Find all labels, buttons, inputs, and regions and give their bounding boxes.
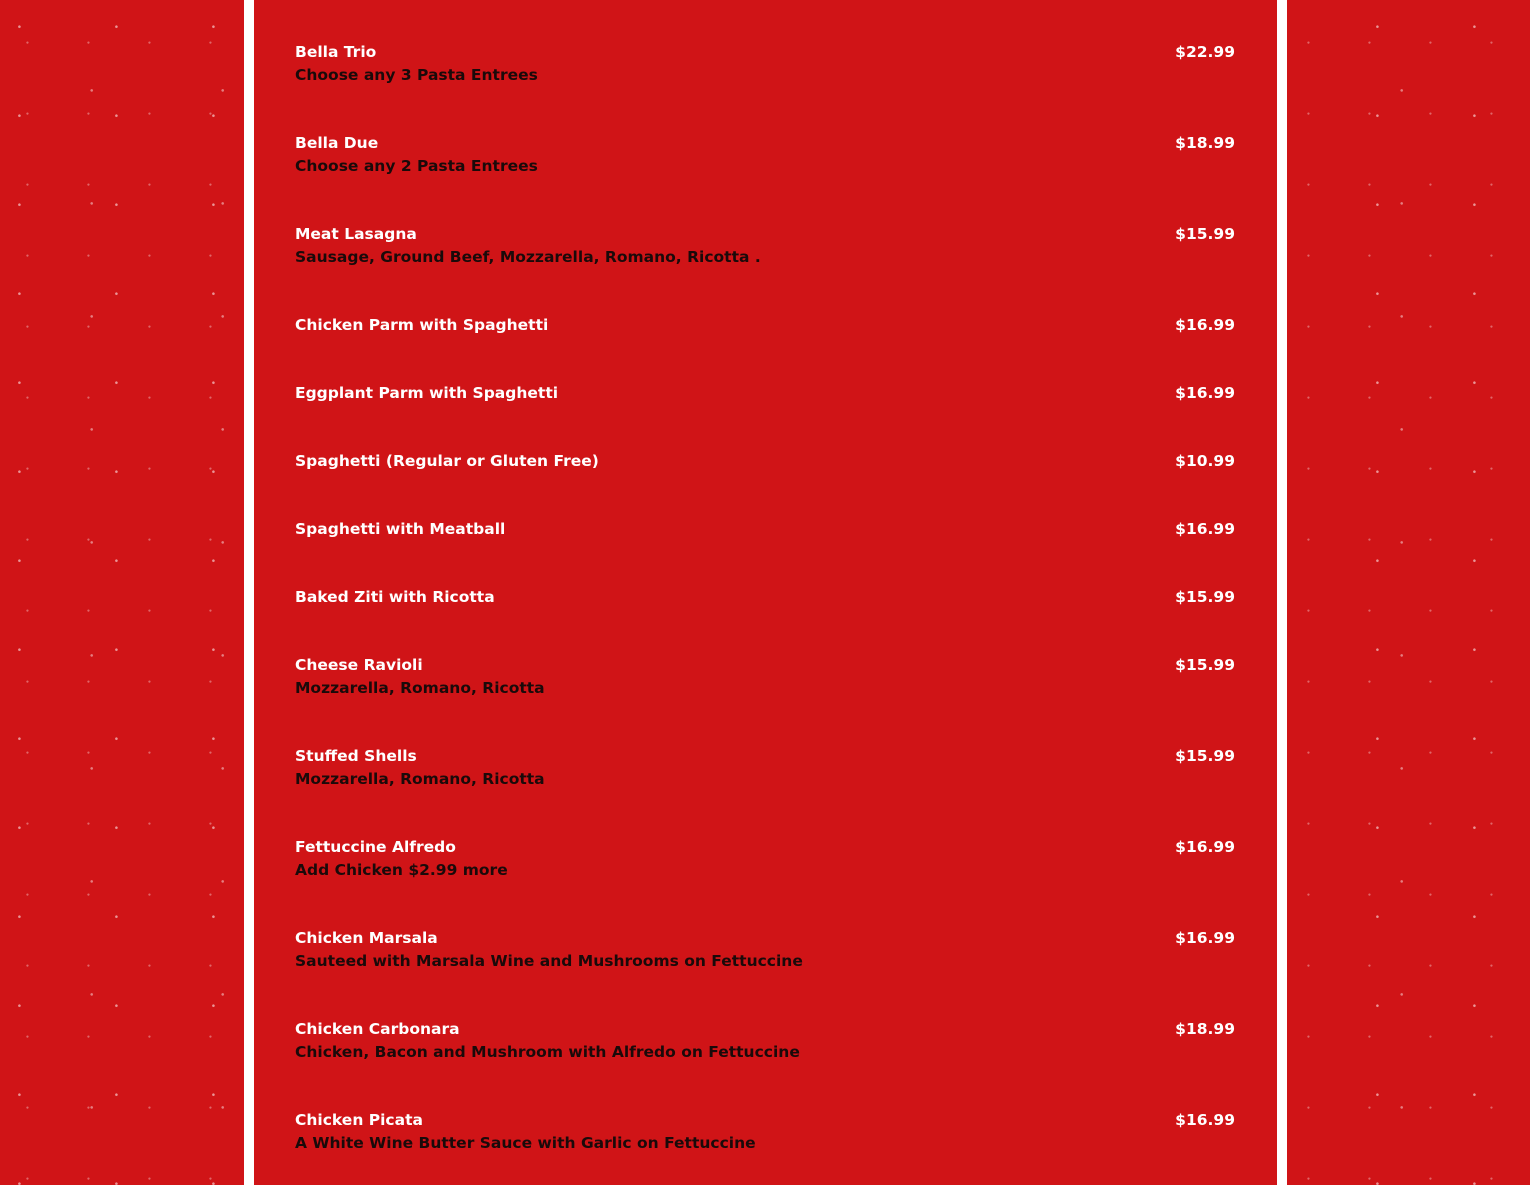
menu-item-name: Cheese Ravioli [295,656,423,674]
menu-item-name: Eggplant Parm with Spaghetti [295,384,559,402]
menu-item-description: Mozzarella, Romano, Ricotta [295,679,545,697]
menu-item-name: Spaghetti with Meatball [295,520,506,538]
menu-item [295,223,1235,269]
menu-item [295,1018,1235,1064]
menu-item-price: $15.99 [1175,656,1235,674]
menu-item-price: $16.99 [1175,520,1235,538]
menu-item [295,132,1235,178]
menu-item-description: Mozzarella, Romano, Ricotta [295,770,545,788]
menu-item [295,927,1235,973]
menu-item-name: Spaghetti (Regular or Gluten Free) [295,452,599,470]
menu-item-description: A White Wine Butter Sauce with Garlic on Fettuccine [295,1134,756,1152]
menu-item-name: Fettuccine Alfredo [295,838,456,856]
menu-item-description: Chicken, Bacon and Mushroom with Alfredo on Fettuccine [295,1043,800,1061]
menu-item-price: $16.99 [1175,316,1235,334]
menu-item-price: $15.99 [1175,225,1235,243]
menu-item-description: Sausage, Ground Beef, Mozzarella, Romano, Ricotta . [295,248,761,266]
menu-item [295,382,1235,405]
menu-item-description: Sauteed with Marsala Wine and Mushrooms on Fettuccine [295,952,803,970]
menu-item-price: $16.99 [1175,929,1235,947]
menu-item-name: Chicken Carbonara [295,1020,460,1038]
menu-item [295,745,1235,791]
menu-item-name: Bella Trio [295,43,377,61]
menu-item-price: $18.99 [1175,1020,1235,1038]
menu-item-price: $15.99 [1175,747,1235,765]
menu-item-name: Chicken Parm with Spaghetti [295,316,549,334]
menu-item-name: Meat Lasagna [295,225,417,243]
menu-item-description: Add Chicken $2.99 more [295,861,508,879]
menu-item-description: Choose any 3 Pasta Entrees [295,66,538,84]
menu-item-price: $22.99 [1175,43,1235,61]
menu-item [295,450,1235,473]
menu-item [295,314,1235,337]
menu-item [295,1109,1235,1155]
menu-item-price: $10.99 [1175,452,1235,470]
menu-item-name: Chicken Marsala [295,929,438,947]
right-border-rail [1277,0,1287,1185]
menu-item [295,41,1235,87]
menu-item-price: $16.99 [1175,384,1235,402]
menu-item-name: Bella Due [295,134,379,152]
menu-item [295,836,1235,882]
menu-item [295,654,1235,700]
menu-item-price: $15.99 [1175,588,1235,606]
menu-item-price: $18.99 [1175,134,1235,152]
menu-panel [254,0,1277,1185]
menu-item-name: Chicken Picata [295,1111,423,1129]
menu-item-description: Choose any 2 Pasta Entrees [295,157,538,175]
menu-item-name: Baked Ziti with Ricotta [295,588,495,606]
menu-item-price: $16.99 [1175,1111,1235,1129]
menu-item-price: $16.99 [1175,838,1235,856]
menu-item-name: Stuffed Shells [295,747,417,765]
left-border-rail [244,0,254,1185]
menu-item [295,586,1235,609]
menu-item [295,518,1235,541]
